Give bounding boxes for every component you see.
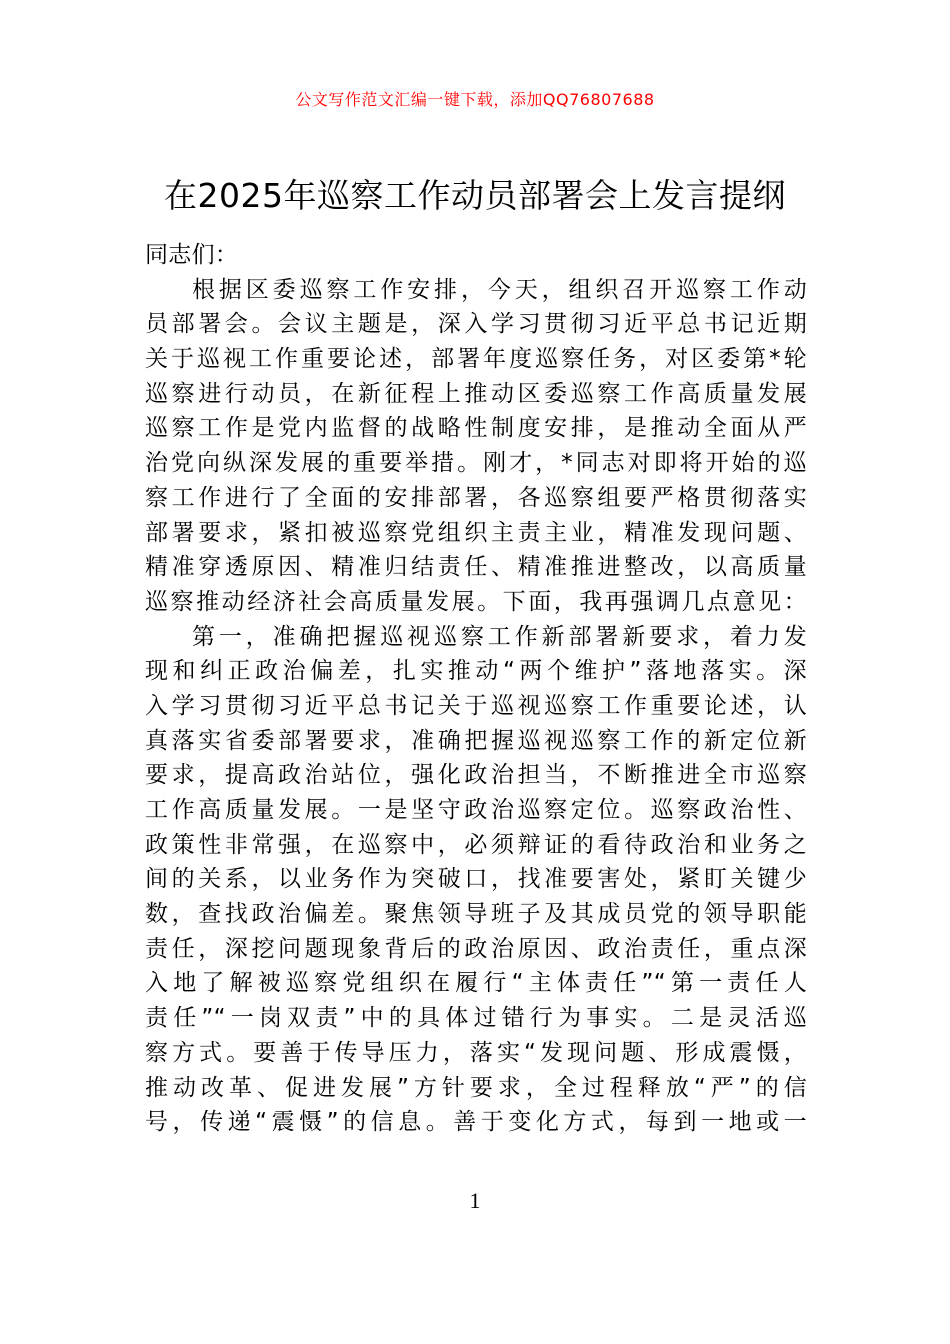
- paragraph-line: 责任，深挖问题现象背后的政治原因、政治责任，重点深: [145, 935, 807, 962]
- paragraph-2: [145, 620, 807, 1140]
- paragraph-line: 精准穿透原因、精准归结责任、精准推进整改，以高质量: [145, 554, 807, 581]
- document-title: 在2025年巡察工作动员部署会上发言提纲: [164, 176, 786, 215]
- paragraph-line: 员部署会。会议主题是，深入学习贯彻习近平总书记近期: [145, 311, 807, 338]
- paragraph-line: 巡察推动经济社会高质量发展。下面，我再强调几点意见：: [145, 588, 807, 615]
- paragraph-line: 间的关系，以业务作为突破口，找准要害处，紧盯关键少: [145, 866, 807, 893]
- paragraph-line: 治党向纵深发展的重要举措。刚才，*同志对即将开始的巡: [145, 450, 807, 477]
- paragraph-line: 号，传递“震慑”的信息。善于变化方式，每到一地或一: [145, 1109, 807, 1136]
- paragraph-line: 入学习贯彻习近平总书记关于巡视巡察工作重要论述，认: [145, 692, 807, 719]
- paragraph-line: 关于巡视工作重要论述，部署年度巡察任务，对区委第*轮: [145, 346, 807, 373]
- greeting: 同志们：: [145, 242, 239, 268]
- paragraph-line: 现和纠正政治偏差，扎实推动“两个维护”落地落实。深: [145, 658, 807, 685]
- paragraph-line: 根据区委巡察工作安排，今天，组织召开巡察工作动: [192, 276, 807, 303]
- paragraph-line: 推动改革、促进发展”方针要求，全过程释放“严”的信: [145, 1074, 807, 1101]
- paragraph-line: 部署要求，紧扣被巡察党组织主责主业，精准发现问题、: [145, 519, 807, 546]
- paragraph-line: 巡察工作是党内监督的战略性制度安排，是推动全面从严: [145, 415, 807, 442]
- paragraph-line: 第一，准确把握巡视巡察工作新部署新要求，着力发: [192, 623, 807, 650]
- paragraph-1: [145, 273, 807, 620]
- paragraph-line: 察方式。要善于传导压力，落实“发现问题、形成震慑，: [145, 1039, 807, 1066]
- paragraph-line: 察工作进行了全面的安排部署，各巡察组要严格贯彻落实: [145, 484, 807, 511]
- paragraph-line: 工作高质量发展。一是坚守政治巡察定位。巡察政治性、: [145, 797, 807, 823]
- paragraph-line: 责任”“一岗双责”中的具体过错行为事实。二是灵活巡: [145, 1005, 807, 1032]
- paragraph-line: 入地了解被巡察党组织在履行“主体责任”“第一责任人: [145, 970, 807, 997]
- paragraph-line: 真落实省委部署要求，准确把握巡视巡察工作的新定位新: [145, 727, 807, 754]
- page-number: 1: [469, 1188, 481, 1213]
- paragraph-line: 要求，提高政治站位，强化政治担当，不断推进全市巡察: [145, 762, 807, 789]
- paragraph-line: 数，查找政治偏差。聚焦领导班子及其成员党的领导职能: [145, 901, 807, 928]
- document-body: [145, 238, 807, 1140]
- watermark-banner: 公文写作范文汇编一键下载，添加QQ76807688: [295, 90, 655, 109]
- paragraph-line: 巡察进行动员，在新征程上推动区委巡察工作高质量发展: [145, 380, 807, 407]
- paragraph-line: 政策性非常强，在巡察中，必须辩证的看待政治和业务之: [145, 831, 807, 858]
